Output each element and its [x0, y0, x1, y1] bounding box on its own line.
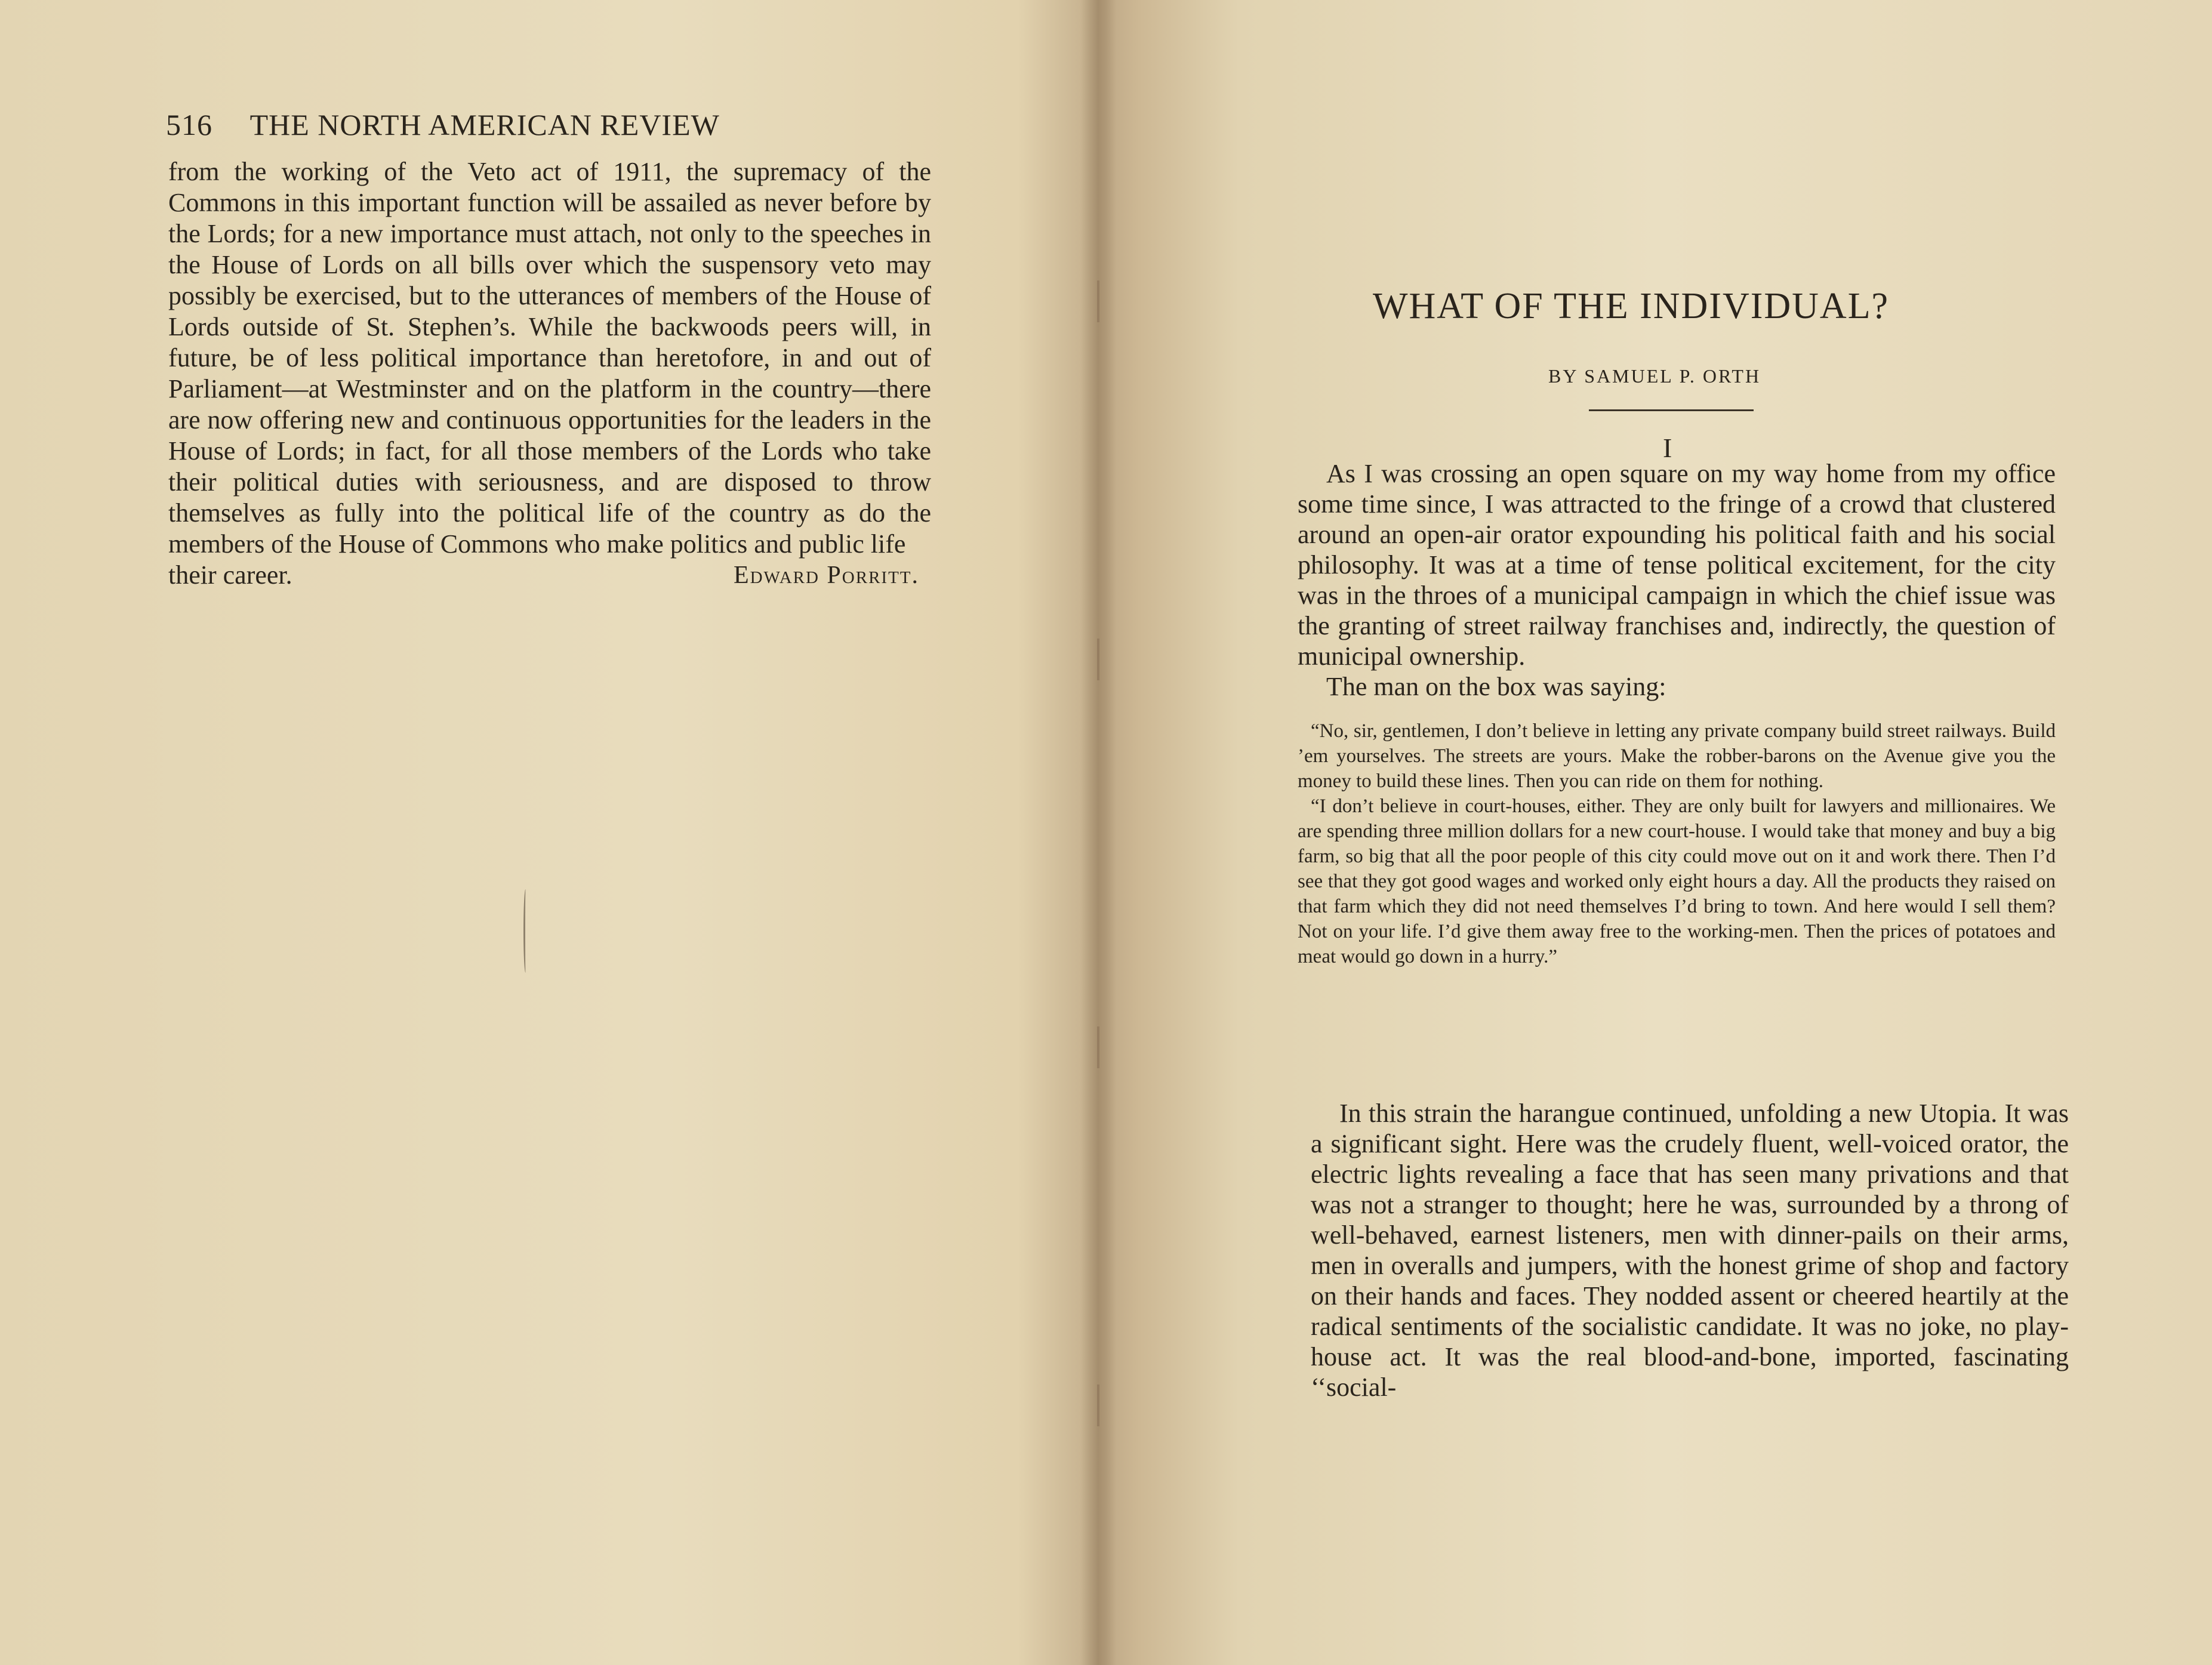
paragraph-1: As I was crossing an open square on my way home from my office some time since, I was attracted to the fringe of a crowd that clustered around an open-air orator expounding his political faith and his social philosophy. It was at a time of tense political excitement, for the city was in the throes of a municipal campaign in which the chief issue was the granting of street railway franchises and, indirectly, the question of municipal ownership. — [1298, 459, 2056, 671]
binding-stitch — [1097, 1385, 1099, 1426]
right-body-text — [1298, 458, 2056, 985]
page-number: 516 — [166, 108, 212, 141]
closing-words: their career. — [168, 560, 292, 590]
journal-title: THE NORTH AMERICAN REVIEW — [249, 108, 720, 141]
pencil-mark — [523, 889, 528, 973]
paragraph-2: The man on the box was saying: — [1326, 672, 1666, 701]
article-byline: BY SAMUEL P. ORTH — [1548, 365, 1761, 387]
binding-stitch — [1097, 639, 1099, 680]
block-quote — [1298, 719, 2056, 969]
binding-stitch — [1097, 1026, 1099, 1068]
body-paragraph: from the working of the Veto act of 1911, the supremacy of the Commons in this important function will be assailed as never before by the Lords; for a new importance must attach, not only to the speeches in the House of Lords on all bills over which the suspensory veto may possibly be exercised, but to the utterances of members of the House of Lords outside of St. Stephen’s. While the backwoods peers will, in future, be of less political importance than heretofore, in and out of Parliament—at Westminster and on the platform in the country—there are now offering new and continuous opportunities for the leaders in the House of Lords; in fact, for all those members of the Lords who take their political duties with seriousness, and are disposed to throw themselves as fully into the political life of the country as do the members of the House of Commons who make politics and public life — [168, 157, 931, 559]
section-number: I — [1663, 433, 1672, 463]
quote-paragraph-1: “No, sir, gentlemen, I don’t believe in letting any private company build street railways. Build ’em yourselves. The streets are yours. Make the robber-barons on the Avenue give you the money to build these lines. Then you can ride on them for nothing. — [1298, 720, 2056, 792]
signoff-line — [168, 560, 931, 591]
article-title: WHAT OF THE INDIVIDUAL? — [1373, 286, 1890, 326]
left-page — [0, 0, 1086, 1665]
author-signature: Edward Porritt. — [733, 562, 919, 589]
right-body-text-continued — [1311, 1098, 2069, 1402]
paragraph-3: In this strain the harangue continued, unfolding a new Utopia. It was a significant sight. Here was the crudely fluent, well-voiced orator, the electric lights revealing a face that has seen many privations and that was not a stranger to thought; here he was, surrounded by a throng of well-behaved, earnest listeners, men with dinner-pails on their arms, men in overalls and jumpers, with the honest grime of shop and factory on their hands and faces. They nodded assent or cheered heartily at the radical sentiments of the socialistic candidate. It was no joke, no play-house act. It was the real blood-and-bone, imported, fascinating ‘‘social- — [1311, 1099, 2069, 1402]
title-rule — [1589, 409, 1754, 411]
running-head — [166, 107, 720, 142]
binding-stitch — [1097, 280, 1099, 322]
left-body-text — [168, 156, 931, 591]
quote-paragraph-2: “I don’t believe in court-houses, either. They are only built for lawyers and millionaires. We are spending three million dollars for a new court-house. I would take that money and buy a big farm, so big that all the poor people of this city could move out on it and work there. Then I’d see that they got good wages and worked only eight hours a day. All the products they raised on that farm which they did not need themselves I’d bring to town. And here would I sell them? Not on your life. I’d give them away free to the working-men. Then the prices of potatoes and meat would go down in a hurry.” — [1298, 796, 2056, 967]
